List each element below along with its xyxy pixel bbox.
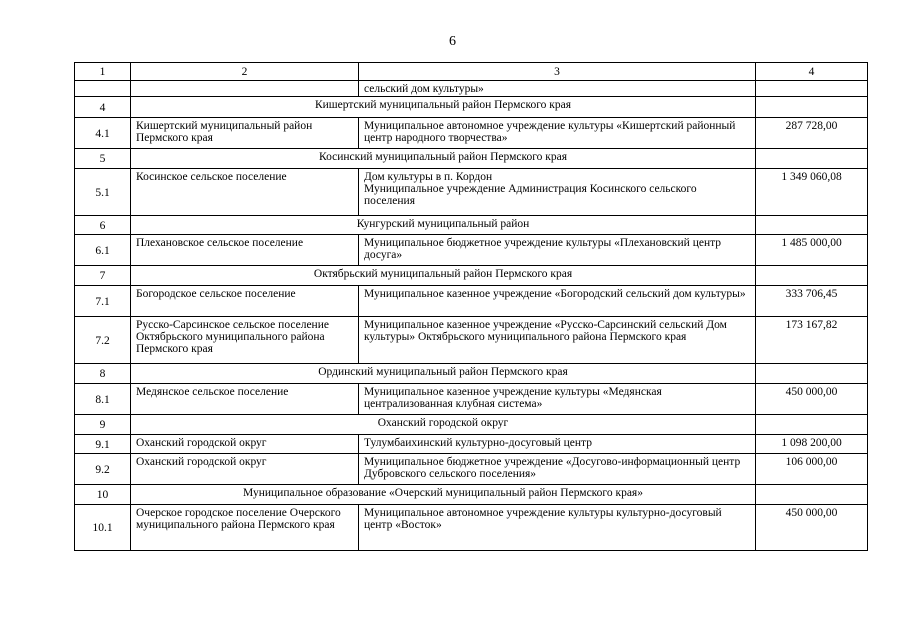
municipality-cell: Медянское сельское поселение bbox=[131, 384, 359, 415]
funding-table bbox=[74, 62, 868, 551]
municipality-cell: Кишертский муниципальный район Пермского края bbox=[131, 118, 359, 149]
municipality-cell: Оханский городской округ bbox=[131, 454, 359, 485]
region-row bbox=[75, 216, 868, 235]
institution-cell: Тулумбаихинский культурно-досуговый центр bbox=[359, 435, 756, 454]
institution-cell: Муниципальное казенное учреждение «Русско-Сарсинский сельский Дом культуры» Октябрьского муниципального района Пермского края bbox=[359, 317, 756, 364]
header-row bbox=[75, 63, 868, 81]
table-row bbox=[75, 169, 868, 216]
header-col-1: 1 bbox=[75, 63, 131, 81]
region-number: 4 bbox=[75, 97, 131, 118]
table-row bbox=[75, 435, 868, 454]
municipality-cell: Плехановское сельское поселение bbox=[131, 235, 359, 266]
page-number: 6 bbox=[449, 34, 456, 49]
amount-cell: 1 485 000,00 bbox=[756, 235, 868, 266]
amount-cell: 450 000,00 bbox=[756, 505, 868, 551]
amount-cell: 450 000,00 bbox=[756, 384, 868, 415]
region-row bbox=[75, 97, 868, 118]
row-number: 7.2 bbox=[75, 317, 131, 364]
region-title: Кишертский муниципальный район Пермского края bbox=[131, 97, 756, 118]
region-row bbox=[75, 149, 868, 169]
region-title: Оханский городской округ bbox=[131, 415, 756, 435]
municipality-cell: Русско-Сарсинское сельское поселение Октябрьского муниципального района Пермского края bbox=[131, 317, 359, 364]
amount-cell: 287 728,00 bbox=[756, 118, 868, 149]
row-number: 8.1 bbox=[75, 384, 131, 415]
table-row bbox=[75, 384, 868, 415]
region-title: Муниципальное образование «Очерский муниципальный район Пермского края» bbox=[131, 485, 756, 505]
row-number: 6.1 bbox=[75, 235, 131, 266]
region-number: 5 bbox=[75, 149, 131, 169]
amount-cell: 1 349 060,08 bbox=[756, 169, 868, 216]
amount-cell: 173 167,82 bbox=[756, 317, 868, 364]
amount-cell: 106 000,00 bbox=[756, 454, 868, 485]
region-row bbox=[75, 266, 868, 286]
institution-cell: Дом культуры в п. Кордон Муниципальное учреждение Администрация Косинского сельского поселения bbox=[359, 169, 756, 216]
institution-cell: сельский дом культуры» bbox=[359, 81, 756, 97]
row-number bbox=[75, 81, 131, 97]
region-empty-cell bbox=[756, 216, 868, 235]
region-title: Ординский муниципальный район Пермского края bbox=[131, 364, 756, 384]
region-number: 10 bbox=[75, 485, 131, 505]
region-empty-cell bbox=[756, 97, 868, 118]
region-number: 8 bbox=[75, 364, 131, 384]
region-empty-cell bbox=[756, 266, 868, 286]
institution-cell: Муниципальное казенное учреждение «Богородский сельский дом культуры» bbox=[359, 286, 756, 317]
region-row bbox=[75, 415, 868, 435]
header-col-3: 3 bbox=[359, 63, 756, 81]
region-title: Косинский муниципальный район Пермского края bbox=[131, 149, 756, 169]
amount-cell: 333 706,45 bbox=[756, 286, 868, 317]
region-number: 7 bbox=[75, 266, 131, 286]
table-row bbox=[75, 317, 868, 364]
municipality-cell bbox=[131, 81, 359, 97]
region-title: Кунгурский муниципальный район bbox=[131, 216, 756, 235]
municipality-cell: Богородское сельское поселение bbox=[131, 286, 359, 317]
row-number: 10.1 bbox=[75, 505, 131, 551]
row-number: 7.1 bbox=[75, 286, 131, 317]
table-row bbox=[75, 81, 868, 97]
institution-cell: Муниципальное автономное учреждение культуры культурно-досуговый центр «Восток» bbox=[359, 505, 756, 551]
region-row bbox=[75, 364, 868, 384]
row-number: 5.1 bbox=[75, 169, 131, 216]
region-number: 6 bbox=[75, 216, 131, 235]
institution-cell: Муниципальное казенное учреждение культуры «Медянская централизованная клубная система» bbox=[359, 384, 756, 415]
row-number: 9.2 bbox=[75, 454, 131, 485]
amount-cell bbox=[756, 81, 868, 97]
municipality-cell: Косинское сельское поселение bbox=[131, 169, 359, 216]
amount-cell: 1 098 200,00 bbox=[756, 435, 868, 454]
table-row bbox=[75, 454, 868, 485]
region-row bbox=[75, 485, 868, 505]
region-title: Октябрьский муниципальный район Пермского края bbox=[131, 266, 756, 286]
header-col-2: 2 bbox=[131, 63, 359, 81]
region-empty-cell bbox=[756, 485, 868, 505]
institution-cell: Муниципальное бюджетное учреждение «Досугово-информационный центр Дубровского сельского поселения» bbox=[359, 454, 756, 485]
row-number: 4.1 bbox=[75, 118, 131, 149]
region-empty-cell bbox=[756, 149, 868, 169]
region-number: 9 bbox=[75, 415, 131, 435]
table-row bbox=[75, 235, 868, 266]
table-row bbox=[75, 118, 868, 149]
institution-cell: Муниципальное бюджетное учреждение культуры «Плехановский центр досуга» bbox=[359, 235, 756, 266]
region-empty-cell bbox=[756, 364, 868, 384]
municipality-cell: Оханский городской округ bbox=[131, 435, 359, 454]
institution-cell: Муниципальное автономное учреждение культуры «Кишертский районный центр народного творчества» bbox=[359, 118, 756, 149]
table-row bbox=[75, 505, 868, 551]
municipality-cell: Очерское городское поселение Очерского муниципального района Пермского края bbox=[131, 505, 359, 551]
header-col-4: 4 bbox=[756, 63, 868, 81]
row-number: 9.1 bbox=[75, 435, 131, 454]
table-row bbox=[75, 286, 868, 317]
region-empty-cell bbox=[756, 415, 868, 435]
